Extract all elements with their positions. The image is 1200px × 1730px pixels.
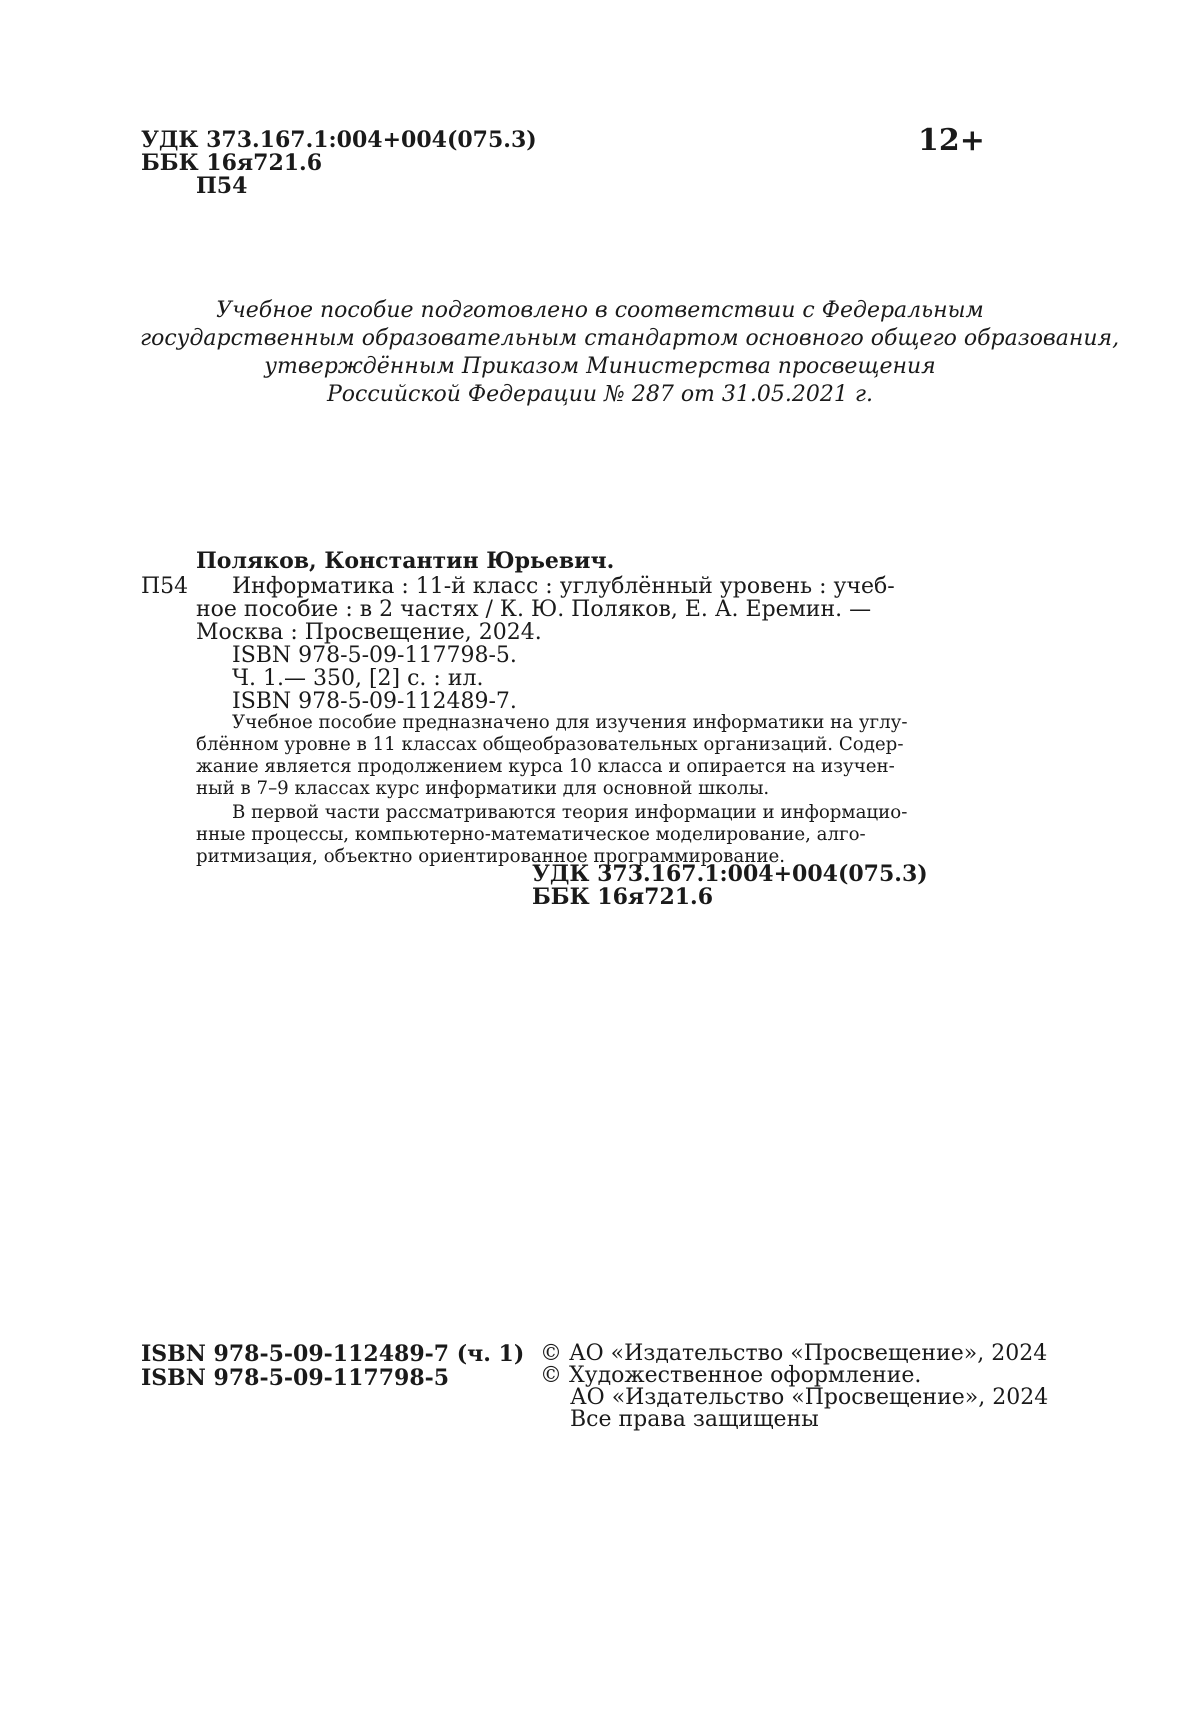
catalog-line-2: ное пособие : в 2 частях / К. Ю. Поляков, Е. А. Еремин. — bbox=[196, 597, 872, 622]
annotation-line: ритмизация, объектно ориентированное программирование. bbox=[196, 846, 786, 867]
standard-notice-line: Учебное пособие подготовлено в соответствии с Федеральным bbox=[216, 298, 984, 323]
annotation-line: Учебное пособие предназначено для изучения информатики на углу- bbox=[232, 712, 908, 733]
copyright-design-holder: АО «Издательство «Просвещение», 2024 bbox=[570, 1385, 1049, 1410]
catalog-bbk: ББК 16я721.6 bbox=[532, 884, 714, 910]
catalog-line-3: Москва : Просвещение, 2024. bbox=[196, 620, 542, 645]
catalog-author: Поляков, Константин Юрьевич. bbox=[196, 548, 615, 574]
rights-reserved: Все права защищены bbox=[570, 1407, 819, 1432]
annotation-line: жание является продолжением курса 10 класса и опирается на изучен- bbox=[196, 756, 895, 777]
standard-notice bbox=[140, 297, 1120, 409]
standard-notice-line: государственным образовательным стандартом основного общего образования, bbox=[140, 326, 1120, 351]
catalog-code: П54 bbox=[141, 574, 189, 599]
annotation-line: нные процессы, компьютерно-математическое моделирование, алго- bbox=[196, 824, 866, 845]
footer-isbn-part: ISBN 978-5-09-112489-7 (ч. 1) bbox=[141, 1341, 525, 1367]
standard-notice-line: Российской Федерации № 287 от 31.05.2021 г. bbox=[327, 382, 873, 407]
catalog-isbn-part: ISBN 978-5-09-112489-7. bbox=[232, 689, 517, 714]
standard-notice-line: утверждённым Приказом Министерства просвещения bbox=[264, 354, 936, 379]
annotation-line: В первой части рассматриваются теория информации и информацио- bbox=[232, 802, 908, 823]
annotation-line: блённом уровне в 11 классах общеобразовательных организаций. Содер- bbox=[196, 734, 904, 755]
header-udk: УДК 373.167.1:004+004(075.3) bbox=[141, 127, 537, 153]
catalog-isbn-set: ISBN 978-5-09-117798-5. bbox=[232, 643, 517, 668]
footer-isbn-common: ISBN 978-5-09-117798-5 bbox=[141, 1365, 450, 1391]
copyright-publisher: © АО «Издательство «Просвещение», 2024 bbox=[540, 1341, 1048, 1366]
catalog-line-1: Информатика : 11-й класс : углублённый уровень : учеб- bbox=[232, 574, 895, 599]
catalog-udk: УДК 373.167.1:004+004(075.3) bbox=[532, 861, 928, 887]
catalog-volume: Ч. 1.— 350, [2] с. : ил. bbox=[232, 666, 484, 691]
age-rating: 12+ bbox=[918, 123, 985, 158]
header-bbk: ББК 16я721.6 bbox=[141, 150, 323, 176]
copyright-design: © Художественное оформление. bbox=[540, 1363, 922, 1388]
header-code: П54 bbox=[196, 173, 248, 199]
annotation-line: ный в 7–9 классах курс информатики для основной школы. bbox=[196, 778, 770, 799]
